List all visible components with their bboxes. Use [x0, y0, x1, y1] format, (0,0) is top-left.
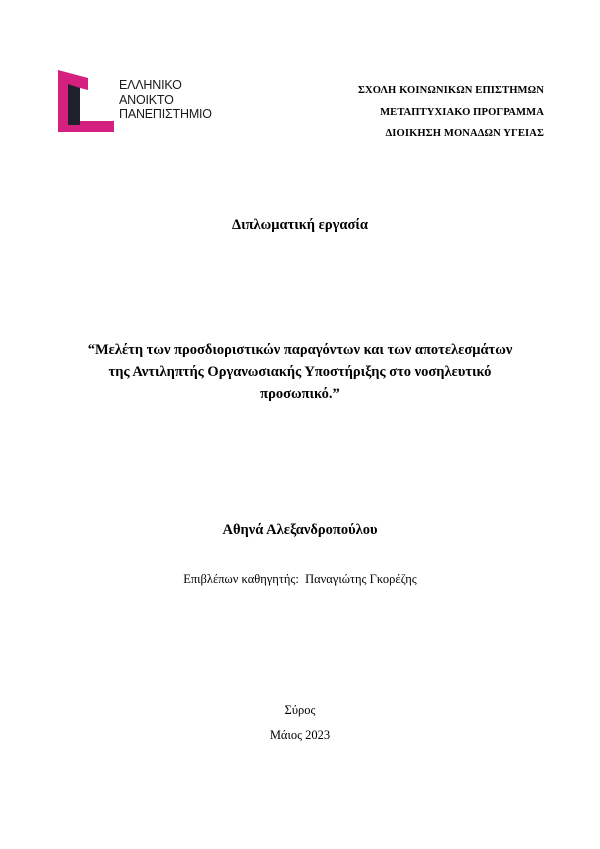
supervisor: Επιβλέπων καθηγητής: Παναγιώτης Γκορέζης [183, 572, 417, 586]
logo-line-1: ΕΛΛΗΝΙΚΟ [119, 78, 182, 92]
university-logo-text [119, 78, 212, 122]
logo-line-3: ΠΑΝΕΠΙΣΤΗΜΙΟ [119, 107, 212, 121]
university-logo [58, 70, 228, 132]
thesis-title-line-2: της Αντιληπτής Οργανωσιακής Υποστήριξης στο νοσηλευτικό [108, 364, 492, 380]
thesis-title [50, 339, 550, 405]
place: Σύρος [284, 703, 316, 717]
author-name: Αθηνά Αλεξανδροπούλου [222, 522, 378, 538]
date: Μάιος 2023 [269, 728, 331, 742]
university-logo-mark-icon [58, 70, 114, 132]
thesis-title-line-1: “Μελέτη των προσδιοριστικών παραγόντων και των αποτελεσμάτων [87, 342, 513, 358]
program-name: ΜΕΤΑΠΤΥΧΙΑΚΟ ΠΡΟΓΡΑΜΜΑ [380, 106, 544, 118]
school-name: ΣΧΟΛΗ ΚΟΙΝΩΝΙΚΩΝ ΕΠΙΣΤΗΜΩΝ [358, 85, 544, 96]
document-type: Διπλωματική εργασία [232, 217, 368, 233]
specialization-name: ΔΙΟΙΚΗΣΗ ΜΟΝΑΔΩΝ ΥΓΕΙΑΣ [385, 128, 544, 139]
thesis-title-line-3: προσωπικό.” [260, 386, 340, 402]
institution-header [358, 80, 544, 145]
logo-line-2: ΑΝΟΙΚΤΟ [119, 92, 174, 107]
